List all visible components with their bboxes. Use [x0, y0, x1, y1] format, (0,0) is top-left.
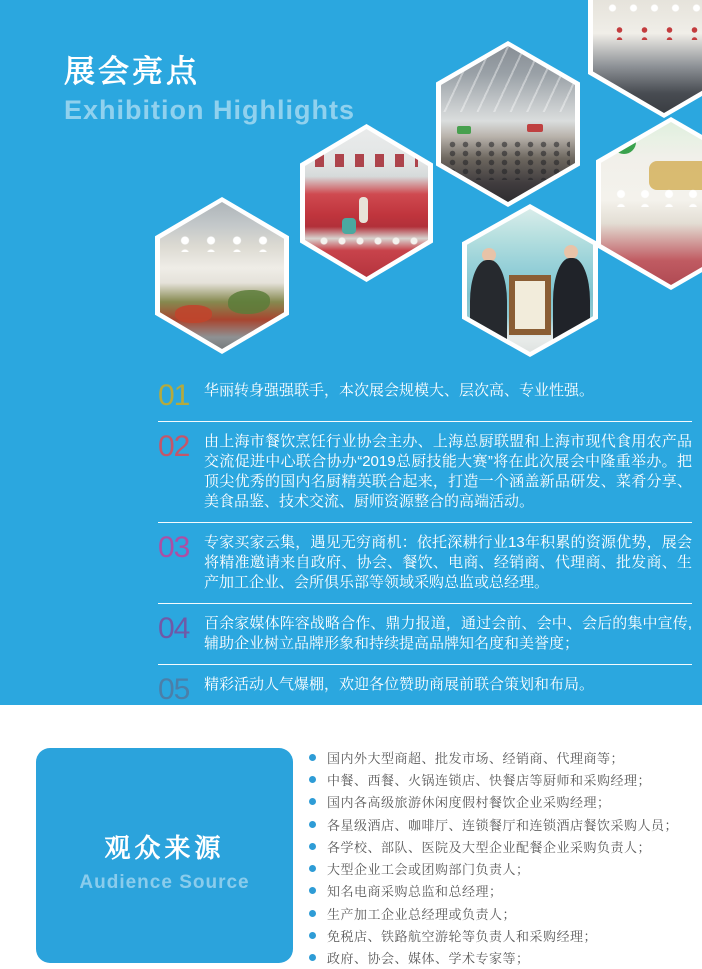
photo-red-stage [305, 129, 428, 277]
photo-buffet-chefs [160, 202, 284, 349]
list-item-text: 免税店、铁路航空游轮等负责人和采购经理； [327, 929, 598, 945]
highlight-text: 由上海市餐饮烹饪行业协会主办、上海总厨联盟和上海市现代食用农产品交流促进中心联合协办“2019总厨技能大赛”将在此次展会中隆重举办。把顶尖优秀的国内名厨精英联合起来，打造一个涵盖新品研发、菜肴分享、美食品鉴、技术交流、厨师资源整合的高端活动。 [204, 433, 692, 510]
photo-texture [315, 154, 418, 167]
photo-texture [602, 0, 702, 12]
list-item-text: 生产加工企业总经理或负责人； [327, 906, 517, 922]
divider [158, 421, 692, 422]
bullet-dot-icon [309, 910, 316, 917]
highlight-item-04 [158, 609, 692, 659]
photo-certificate-award [467, 209, 593, 352]
photo-texture [342, 218, 356, 234]
list-item [309, 813, 678, 835]
photo-texture [609, 187, 702, 207]
highlight-number: 05 [158, 673, 190, 705]
bullet-dot-icon [309, 954, 316, 961]
photo-crowd-hall [441, 46, 575, 202]
list-item [309, 835, 678, 857]
highlight-text: 专家买家云集，遇见无穷商机：依托深耕行业13年积累的资源优势，展会将精准邀请来自政府、协会、餐饮、电商、经销商、代理商、批发商、生产加工企业、会所俱乐部等领域采购总监或总经理。 [204, 534, 692, 591]
list-item [309, 746, 678, 768]
hexagon-photo-chefs-competition [588, 0, 702, 118]
photo-texture [359, 197, 368, 223]
list-item-text: 政府、协会、媒体、学术专家等； [327, 951, 530, 967]
list-item-text: 各星级酒店、咖啡厅、连锁餐厅和连锁酒店餐饮采购人员； [327, 817, 679, 833]
highlight-item-05 [158, 670, 692, 705]
photo-texture [527, 124, 543, 132]
audience-title-en: Audience Source [79, 871, 250, 893]
photo-texture [315, 236, 418, 248]
bullet-dot-icon [309, 887, 316, 894]
audience-list [309, 746, 678, 969]
photo-texture [228, 290, 270, 314]
bullet-dot-icon [309, 798, 316, 805]
divider [158, 603, 692, 604]
list-item [309, 947, 678, 969]
photo-texture [175, 305, 212, 323]
list-item-text: 国内外大型商超、批发市场、经销商、代理商等； [327, 750, 625, 766]
list-item-text: 大型企业工会或团购部门负责人； [327, 862, 530, 878]
list-item-text: 各学校、部队、医院及大型企业配餐企业采购负责人； [327, 839, 652, 855]
bullet-dot-icon [309, 754, 316, 761]
hexagon-photo-red-stage [300, 124, 433, 282]
list-item [309, 902, 678, 924]
divider [158, 664, 692, 665]
highlight-item-01 [158, 376, 692, 416]
highlight-text: 精彩活动人气爆棚，欢迎各位赞助商展前联合策划和布局。 [204, 676, 595, 693]
photo-texture [553, 258, 591, 352]
photo-texture [457, 126, 471, 134]
list-item [309, 924, 678, 946]
audience-section [0, 705, 702, 969]
bullet-dot-icon [309, 776, 316, 783]
bullet-dot-icon [309, 932, 316, 939]
audience-title-box [36, 748, 293, 963]
bullet-dot-icon [309, 821, 316, 828]
list-item-text: 知名电商采购总监和总经理； [327, 884, 503, 900]
bullet-dot-icon [309, 865, 316, 872]
photo-texture [441, 46, 575, 112]
highlight-number: 02 [158, 430, 190, 463]
highlight-item-02 [158, 427, 692, 517]
list-item [309, 768, 678, 790]
bullet-dot-icon [309, 843, 316, 850]
highlight-number: 01 [158, 379, 190, 412]
photo-texture [649, 161, 702, 190]
hexagon-photo-shca-chefs [596, 117, 702, 290]
highlight-number: 03 [158, 531, 190, 564]
highlights-list [158, 376, 692, 705]
page-title [64, 46, 355, 126]
divider [158, 522, 692, 523]
certificate-frame [509, 275, 552, 335]
photo-chefs-competition [593, 0, 702, 113]
photo-texture [612, 130, 636, 154]
highlight-number: 04 [158, 612, 190, 645]
photo-shca-chefs [601, 122, 702, 285]
hexagon-photo-crowd-hall [436, 41, 580, 207]
photo-texture [446, 140, 569, 181]
audience-title-zh: 观众来源 [104, 832, 225, 863]
page-title-en: Exhibition Highlights [64, 95, 355, 125]
hexagon-photo-certificate-award [462, 204, 598, 357]
page-title-zh: 展会亮点 [64, 54, 200, 89]
photo-texture [470, 260, 508, 352]
photo-texture [172, 234, 271, 252]
list-item-text: 国内各高级旅游休闲度假村餐饮企业采购经理； [327, 795, 611, 811]
highlight-text: 百余家媒体阵容战略合作、鼎力报道，通过会前、会中、会后的集中宣传,辅助企业树立品牌形象和持续提高品牌知名度和美誉度； [204, 615, 692, 652]
highlight-text: 华丽转身强强联手，本次展会规模大、层次高、专业性强。 [204, 382, 595, 399]
hexagon-photo-buffet-chefs [155, 197, 289, 354]
highlight-item-03 [158, 528, 692, 598]
list-item [309, 791, 678, 813]
list-item-text: 中餐、西餐、火锅连锁店、快餐店等厨师和采购经理； [327, 772, 652, 788]
photo-texture [607, 25, 702, 40]
list-item [309, 857, 678, 879]
list-item [309, 880, 678, 902]
photo-texture [564, 245, 578, 259]
